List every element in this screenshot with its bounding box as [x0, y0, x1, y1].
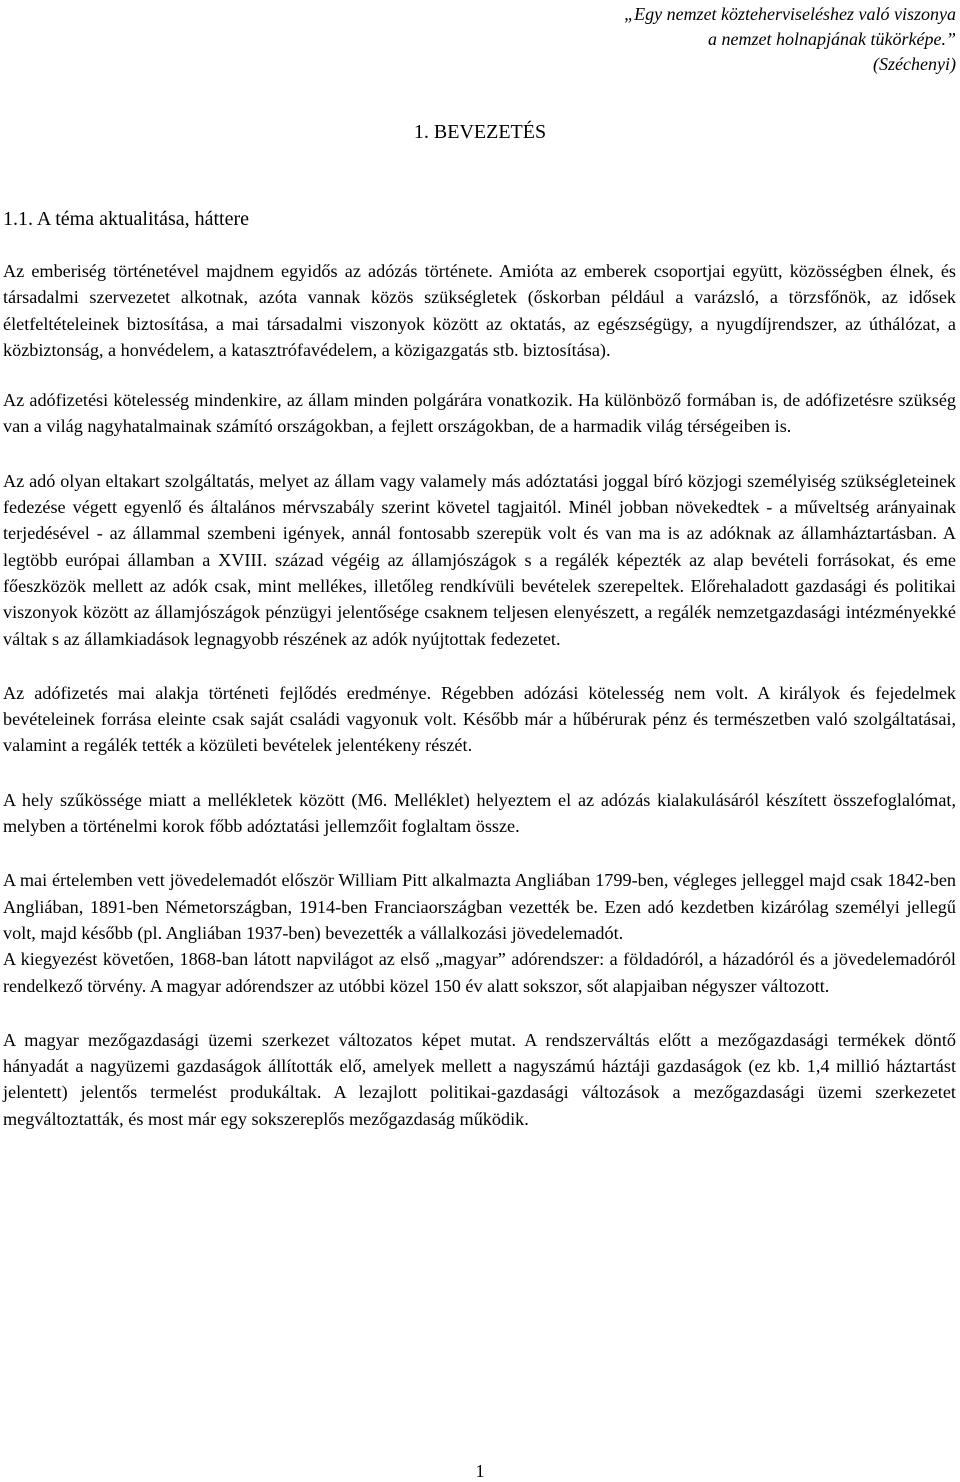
paragraph: Az adófizetési kötelesség mindenkire, az állam minden polgárára vonatkozik. Ha különböző formában is, de adófizetésre szükség van a világ nagyhatalmainak számító országokban, a fejlett országokban, de a harmadik világ térségeiben is. — [3, 390, 956, 437]
page-number: 1 — [475, 1461, 485, 1481]
chapter-title: 1. BEVEZETÉS — [413, 121, 547, 143]
paragraph: A magyar mezőgazdasági üzemi szerkezet változatos képet mutat. A rendszerváltás előtt a mezőgazdasági termékek döntő hányadát a nagyüzemi gazdaságok állították elő, amelyek mellett a nagyszámú háztáji gazdaságok (ez kb. 1,4 millió háztartást jelentett) jelentős termelést produkáltak. A lezajlott politikai-gazdasági változások a mezőgazdasági üzemi szerkezetet megváltoztatták, és most már egy sokszereplős mezőgazdaság működik. — [3, 1029, 956, 1129]
paragraph: A kiegyezést követően, 1868-ban látott napvilágot az első „magyar” adórendszer: a földadóról, a házadóról és a jövedelemadóról rendelkező törvény. A magyar adórendszer az utóbbi közel 150 év alatt sokszor, sőt alapjaiban négyszer változott. — [3, 949, 956, 996]
paragraph: A mai értelemben vett jövedelemadót először William Pitt alkalmazta Angliában 1799-ben, végleges jelleggel majd csak 1842-ben Angliában, 1891-ben Németországban, 1914-ben Franciaországban vezették be. Ezen adó kezdetben kizárólag személyi jellegű volt, majd később (pl. Angliában 1937-ben) bevezették a vállalkozási jövedelemadót. — [3, 870, 956, 943]
motto-attribution: (Széchenyi) — [873, 54, 956, 74]
section-title: 1.1. A téma aktualitása, háttere — [3, 208, 250, 230]
paragraph: A hely szűkössége miatt a mellékletek között (M6. Melléklet) helyeztem el az adózás kialakulásáról készített összefoglalómat, melyben a történelmi korok főbb adóztatási jellemzőit foglaltam össze. — [3, 789, 956, 837]
paragraph: Az adófizetés mai alakja történeti fejlődés eredménye. Régebben adózási kötelesség nem volt. A királyok és fejedelmek bevételeinek forrása eleinte csak saját családi vagyonuk volt. Később már a hűbérurak pénz és természetben való szolgáltatásai, valamint a regálék tették a közületi bevételek jelentékeny részét. — [3, 682, 956, 756]
motto-quote — [436, 2, 956, 77]
paragraph: Az emberiség történetével majdnem egyidős az adózás története. Amióta az emberek csoportjai együtt, közösségben élnek, és társadalmi szervezetet alkotnak, azóta vannak közös szükségletek (őskorban például a varázsló, a törzsfőnök, az idősek életfeltételeinek biztosítása, a mai társadalmi viszonyok között az oktatás, az egészségügy, a nyugdíjrendszer, az úthálózat, a közbiztonság, a honvédelem, a katasztrófavédelem, a közigazgatás stb. biztosítása). — [3, 261, 956, 360]
body-text — [3, 258, 956, 1132]
motto-line: „Egy nemzet közteherviseléshez való viszonya — [624, 4, 956, 24]
motto-line: a nemzet holnapjának tükörképe.” — [708, 29, 956, 49]
paragraph: Az adó olyan eltakart szolgáltatás, melyet az állam vagy valamely más adóztatási joggal bíró közjogi személyiség szükségleteinek fedezése végett egyenlő és általános mérvszabály szerint követel tagjaitól. Minél jobban növekedtek - a műveltség arányainak terjedésével - az állammal szembeni igények, annál fontosabb szerepük volt és van ma is az adóknak az államháztartásban. A legtöbb európai államban a XVIII. század végéig az államjószágok s a regálék képezték az alap bevételi forrásokat, és eme főeszközök mellett az adók csak, mint mellékes, illetőleg rendkívüli bevételek szerepeltek. Előrehaladott gazdasági és politikai viszonyok között az államjószágok pénzügyi jelentősége csaknem teljesen elenyészett, a regálék nemzetgazdasági intézményekké váltak s az államkiadások legnagyobb részének az adók nyújtottak fedezetet. — [3, 470, 956, 649]
